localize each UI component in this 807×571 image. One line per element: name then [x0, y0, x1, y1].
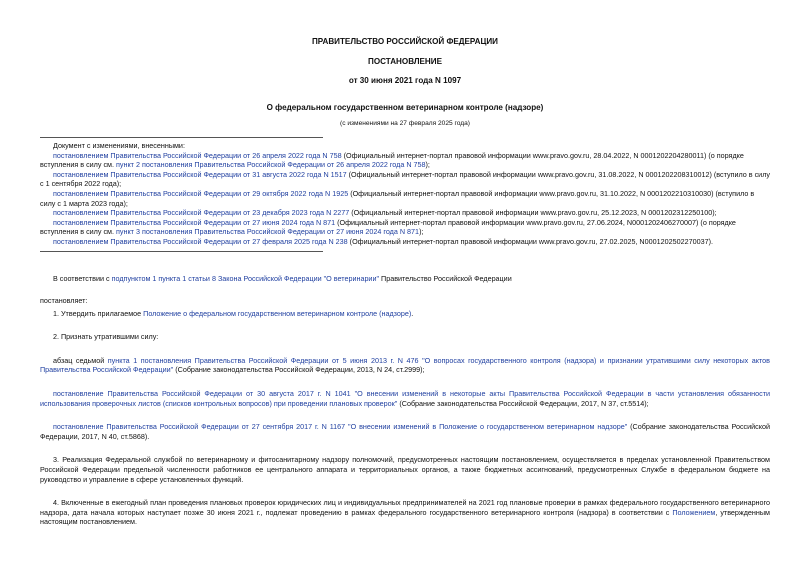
amended-note: (с изменениями на 27 февраля 2025 года)	[340, 120, 470, 128]
repealed-link[interactable]: пункта 1 постановления Правительства Российской Федерации от 5 июня 2013 г. N 476 "О вопросах государственного контроля (надзора) и признании утратившими силу некоторых актов Правительства Российской Федерации"	[40, 355, 771, 375]
law-link[interactable]: подпунктом 1 пункта 1 статьи 8 Закона Российской Федерации "О ветеринарии"	[111, 273, 380, 283]
repealed-link[interactable]: постановление Правительства Российской Федерации от 27 сентября 2017 г. N 1167 "О внесении изменений в Положение о государственном ветеринарном надзоре"	[53, 422, 628, 432]
list-item: постановлением Правительства Российской Федерации от 26 апреля 2022 года N 758 (Официальный интернет-портал правовой информации www.pravo.gov.ru, 28.04.2022, N 0001202204280011) (о порядке вступления в силу см. пункт 2 постановления Правительства Российской Федерации от 26 апреля 2022 года N 758);	[40, 150, 744, 170]
item-4: 4. Включенные в ежегодный план проведения плановых проверок юридических лиц и индивидуальных предпринимателей на 2021 год плановые проверки в рамках федерального государственного ветеринарного надзора, дата начала которых наступает позже 30 июня 2021 г., подлежат проведению в рамках федерального государственного ветеринарного контроля (надзора) в соответствии с Положением, утвержденным настоящим постановлением.	[40, 498, 770, 527]
item-3: 3. Реализация Федеральной службой по ветеринарному и фитосанитарному надзору полномочий, предусмотренных настоящим постановлением, осуществляется в пределах установленной Правительством Российской Федерации предельной численности работников ее центрального аппарата и территориальных органов, а также бюджетных ассигнований, предусмотренных Службе в федеральном бюджете на руководство и управление в сфере установленных функций.	[40, 455, 770, 484]
list-item: постановлением Правительства Российской Федерации от 23 декабря 2023 года N 2277 (Официальный интернет-портал правовой информации www.pravo.gov.ru, 25.12.2023, N 0001202312250100);	[53, 208, 717, 218]
repealed-3: постановление Правительства Российской Федерации от 27 сентября 2017 г. N 1167 "О внесении изменений в Положение о государственном ветеринарном надзоре" (Собрание законодательства Российской Федерации, 2017, N 40, ст.5868).	[40, 422, 770, 441]
doc-type-heading: ПОСТАНОВЛЕНИЕ	[368, 56, 442, 66]
divider-top	[40, 137, 323, 138]
item-1: 1. Утвердить прилагаемое Положение о федеральном государственном ветеринарном контроле (надзоре).	[53, 308, 414, 318]
document-page	[40, 0, 770, 527]
list-item: постановлением Правительства Российской Федерации от 29 октября 2022 года N 1925 (Официальный интернет-портал правовой информации www.pravo.gov.ru, 31.10.2022, N 0001202210310030) (вступило в силу с 1 марта 2023 года);	[40, 188, 755, 208]
list-item: постановлением Правительства Российской Федерации от 27 июня 2024 года N 871 (Официальный интернет-портал правовой информации www.pravo.gov.ru, 27.06.2024, N0001202406270007) (о порядке вступления в силу см. пункт 3 постановления Правительства Российской Федерации от 27 июня 2024 года N 871);	[40, 217, 736, 237]
list-item: постановлением Правительства Российской Федерации от 31 августа 2022 года N 1517 (Официальный интернет-портал правовой информации www.pravo.gov.ru, 31.08.2022, N 0001202208310012) (вступило в силу с 1 сентября 2022 года);	[40, 169, 770, 189]
changes-block	[40, 141, 770, 247]
amendment-link[interactable]: постановлением Правительства Российской Федерации от 31 августа 2022 года N 1517	[53, 169, 347, 179]
preamble: В соответствии с подпунктом 1 пункта 1 статьи 8 Закона Российской Федерации "О ветеринарии" Правительство Российской Федерации	[53, 273, 512, 283]
decree-word: постановляет:	[40, 296, 88, 306]
amendment-link[interactable]: постановлением Правительства Российской Федерации от 26 апреля 2022 года N 758	[53, 150, 342, 160]
divider-bottom	[40, 251, 323, 252]
regulation-link[interactable]: Положением	[672, 507, 716, 517]
repealed-1: абзац седьмой пункта 1 постановления Правительства Российской Федерации от 5 июня 2013 г. N 476 "О вопросах государственного контроля (надзора) и признании утратившими силу некоторых актов Правительства Российской Федерации" (Собрание законодательства Российской Федерации, 2013, N 24, ст.2999);	[40, 355, 771, 375]
amendment-link[interactable]: постановлением Правительства Российской Федерации от 27 июня 2024 года N 871	[53, 217, 336, 227]
repealed-2: постановление Правительства Российской Федерации от 30 августа 2017 г. N 1041 "О внесении изменений в некоторые акты Правительства Российской Федерации в части установления обязанности использования проверочных листов (списков контрольных вопросов) при проведении плановых проверок" (Собрание законодательства Российской Федерации, 2017, N 37, ст.5514);	[40, 389, 770, 408]
list-item: постановлением Правительства Российской Федерации от 27 февраля 2025 года N 238 (Официальный интернет-портал правовой информации www.pravo.gov.ru, 27.02.2025, N0001202502270037).	[53, 236, 713, 246]
page-title: О федеральном государственном ветеринарном контроле (надзоре)	[266, 102, 544, 112]
amendment-link[interactable]: постановлением Правительства Российской Федерации от 29 октября 2022 года N 1925	[53, 188, 349, 198]
amendment-link[interactable]: пункт 3 постановления Правительства Российской Федерации от 27 июня 2024 года N 871	[116, 227, 420, 237]
item-2: 2. Признать утратившими силу:	[53, 332, 159, 342]
changes-intro: Документ с изменениями, внесенными:	[53, 140, 185, 150]
date-number: от 30 июня 2021 года N 1097	[348, 76, 462, 86]
regulation-link[interactable]: Положение о федеральном государственном ветеринарном контроле (надзоре)	[143, 308, 412, 318]
government-heading: ПРАВИТЕЛЬСТВО РОССИЙСКОЙ ФЕДЕРАЦИИ	[311, 37, 499, 46]
repealed-link[interactable]: постановление Правительства Российской Федерации от 30 августа 2017 г. N 1041 "О внесении изменений в некоторые акты Правительства Российской Федерации в части установления обязанности использования проверочных листов (списков контрольных вопросов) при проведении плановых проверок"	[40, 389, 770, 408]
amendment-link[interactable]: постановлением Правительства Российской Федерации от 27 февраля 2025 года N 238	[53, 236, 348, 246]
amendment-link[interactable]: постановлением Правительства Российской Федерации от 23 декабря 2023 года N 2277	[53, 208, 350, 218]
amendment-link[interactable]: пункт 2 постановления Правительства Российской Федерации от 26 апреля 2022 года N 758	[116, 160, 426, 170]
